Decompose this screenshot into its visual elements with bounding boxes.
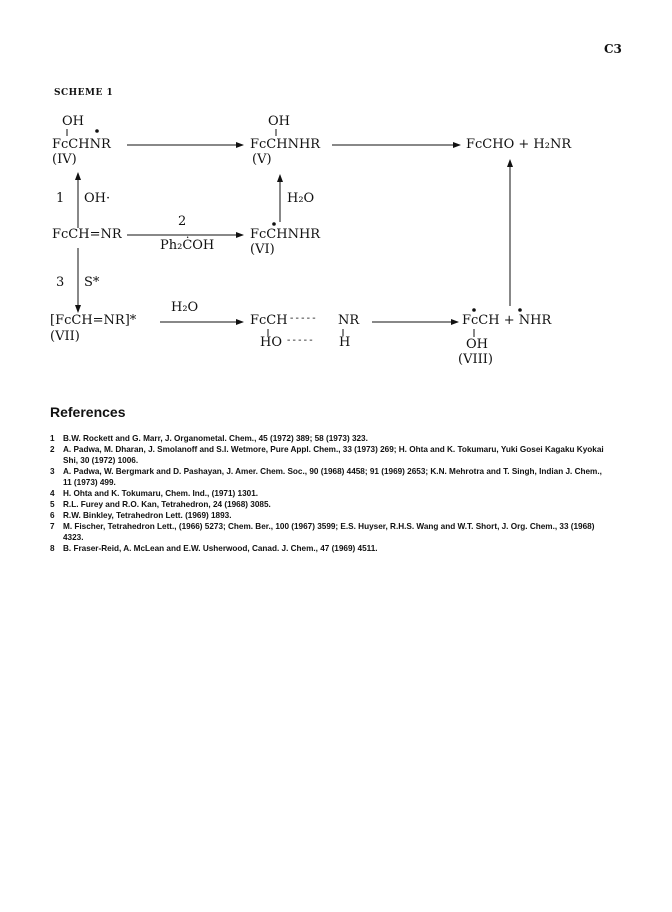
reference-item [50, 521, 610, 543]
step-2-number: 2 [178, 214, 187, 229]
reference-text: A. Padwa, W. Bergmark and D. Pashayan, J. Amer. Chem. Soc., 90 (1968) 4458; 91 (1969) 2653; K.N. Mehrotra and T. Singh, Indian J. Chem., 11 (1973) 499. [63, 467, 602, 487]
reference-number: 6 [50, 511, 55, 520]
compound-vii: [FcCH=NR]* [50, 313, 137, 328]
label-vii: (VII) [50, 329, 80, 344]
label-viii: (VIII) [458, 352, 493, 367]
reference-item [50, 488, 610, 499]
reference-number: 8 [50, 544, 55, 553]
reference-item [50, 433, 610, 444]
reference-number: 4 [50, 489, 55, 498]
reference-item [50, 543, 610, 554]
radical-dot-viii-n [518, 308, 522, 312]
radical-dot-iv [95, 129, 99, 133]
reference-text: H. Ohta and K. Tokumaru, Chem. Ind., (1971) 1301. [63, 489, 259, 498]
reference-item [50, 499, 610, 510]
compound-vi: FcCHNHR [250, 227, 321, 242]
oh-substituent-iv: OH [62, 114, 84, 129]
transition-state-dashes-bottom: - - - - - [287, 335, 313, 346]
references-heading: References [50, 404, 126, 420]
reference-number: 3 [50, 467, 55, 476]
compound-start-imine: FcCH=NR [52, 227, 122, 242]
water-reagent-vi: H₂O [287, 191, 315, 206]
reference-text: R.L. Furey and R.O. Kan, Tetrahedron, 24 (1968) 3085. [63, 500, 271, 509]
reference-number: 5 [50, 500, 55, 509]
compound-iv: FcCHNR [52, 137, 111, 152]
references-list [50, 433, 610, 554]
page-number: C3 [604, 42, 622, 56]
reference-item [50, 510, 610, 521]
products-viii: FcCH + NHR [462, 313, 552, 328]
scheme-title: SCHEME 1 [54, 88, 114, 98]
transition-state-bottom-right: H [339, 335, 351, 350]
compound-v: FcCHNHR [250, 137, 321, 152]
water-reagent-vii: H₂O [171, 300, 199, 315]
oh-substituent-v: OH [268, 114, 290, 129]
label-vi: (VI) [250, 242, 275, 257]
step-3-number: 3 [56, 275, 65, 290]
reference-text: B. Fraser-Reid, A. McLean and E.W. Usherwood, Canad. J. Chem., 47 (1969) 4511. [63, 544, 378, 553]
step-2-reagent: Ph₂ĊOH [160, 238, 215, 253]
oh-substituent-viii: OH [466, 337, 488, 352]
reference-item [50, 466, 610, 488]
radical-dot-viii-c [472, 308, 476, 312]
transition-state-top-left: FcCH [250, 313, 288, 328]
reference-item [50, 444, 610, 466]
label-v: (V) [252, 152, 272, 167]
products-aldehyde-amine: FcCHO + H₂NR [466, 137, 572, 152]
reference-number: 2 [50, 445, 55, 454]
step-3-reagent: S* [84, 275, 100, 290]
transition-state-bottom-left: HO [260, 335, 282, 350]
step-1-reagent: OH· [84, 191, 111, 206]
transition-state-top-right: NR [338, 313, 360, 328]
reference-text: R.W. Binkley, Tetrahedron Lett. (1969) 1893. [63, 511, 232, 520]
reference-number: 1 [50, 434, 55, 443]
reference-text: B.W. Rockett and G. Marr, J. Organometal. Chem., 45 (1972) 389; 58 (1973) 323. [63, 434, 368, 443]
reference-text: A. Padwa, M. Dharan, J. Smolanoff and S.I. Wetmore, Pure Appl. Chem., 33 (1973) 269; H. Ohta and K. Tokumaru, Yuki Gosei Kagaku Kyokai Shi, 30 (1972) 1006. [63, 445, 604, 465]
label-iv: (IV) [52, 152, 77, 167]
reference-number: 7 [50, 522, 55, 531]
reference-text: M. Fischer, Tetrahedron Lett., (1966) 5273; Chem. Ber., 100 (1967) 3599; E.S. Huyser, R.H.S. Wang and W.T. Short, J. Org. Chem., 33 (1968) 4323. [63, 522, 595, 542]
step-1-number: 1 [56, 191, 65, 206]
radical-dot-vi [272, 222, 276, 226]
transition-state-dashes-top: - - - - - [290, 313, 316, 324]
